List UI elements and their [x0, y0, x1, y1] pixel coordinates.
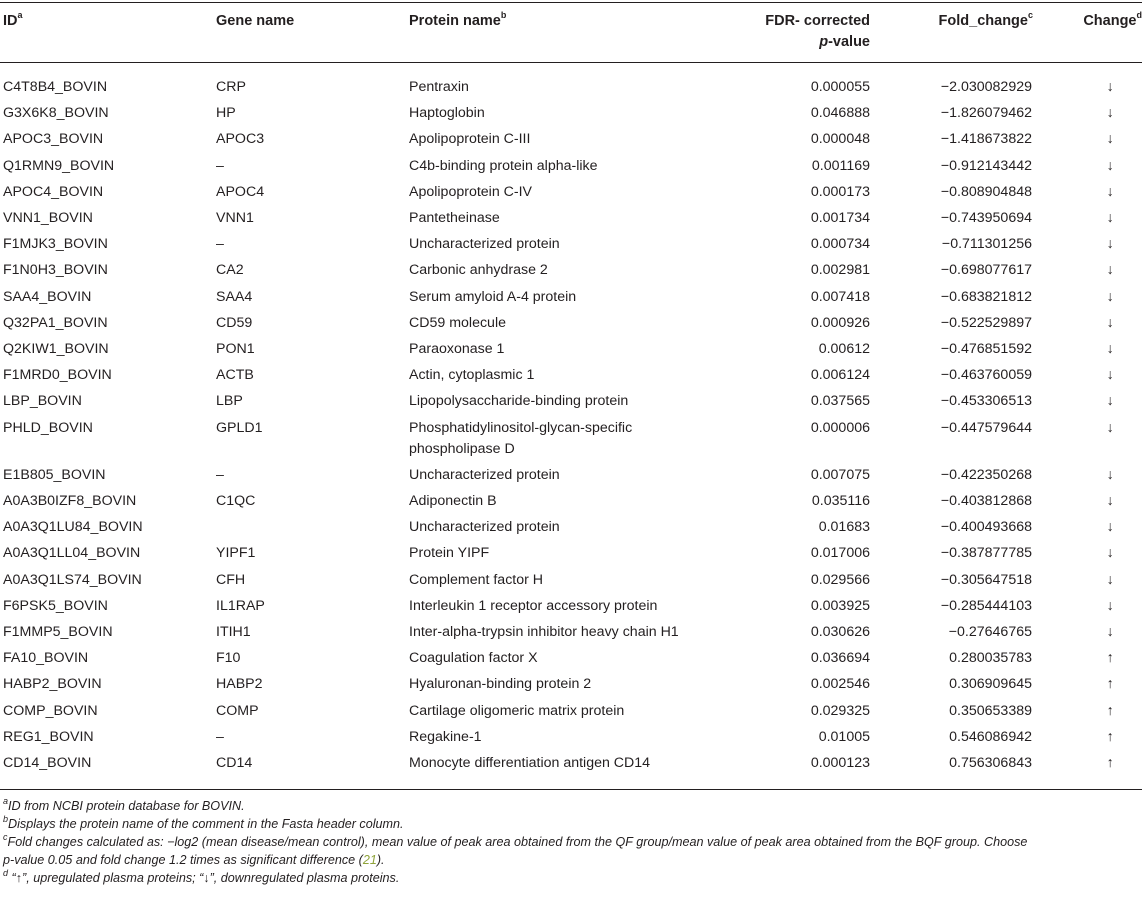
row-fold-change: −0.522529897 — [940, 315, 1032, 331]
row-fdr: 0.000173 — [810, 184, 870, 200]
row-fold-change: 0.306909645 — [949, 676, 1032, 692]
row-protein: Uncharacterized protein — [409, 519, 560, 535]
row-gene: CRP — [216, 79, 246, 95]
row-fold-change: −2.030082929 — [940, 79, 1032, 95]
row-gene: CA2 — [216, 262, 244, 278]
row-protein: Actin, cytoplasmic 1 — [409, 367, 535, 383]
row-change-arrow: ↑ — [1106, 703, 1114, 719]
row-protein: Interleukin 1 receptor accessory protein — [409, 598, 658, 614]
row-change-arrow: ↓ — [1106, 341, 1114, 357]
row-id: Q2KIW1_BOVIN — [3, 341, 109, 357]
row-id: Q1RMN9_BOVIN — [3, 158, 115, 174]
row-fold-change: 0.546086942 — [949, 729, 1032, 745]
row-protein: Pantetheinase — [409, 210, 500, 226]
row-fold-change: −0.400493668 — [940, 519, 1032, 535]
row-gene: ITIH1 — [216, 624, 251, 640]
row-protein: Coagulation factor X — [409, 650, 538, 666]
row-gene: F10 — [216, 650, 241, 666]
row-change-arrow: ↓ — [1106, 158, 1114, 174]
row-gene: CD59 — [216, 315, 253, 331]
row-protein: Hyaluronan-binding protein 2 — [409, 676, 592, 692]
row-id: C4T8B4_BOVIN — [3, 79, 108, 95]
header-rule — [0, 62, 1142, 63]
row-fdr: 0.017006 — [810, 545, 870, 561]
row-id: F6PSK5_BOVIN — [3, 598, 108, 614]
row-change-arrow: ↓ — [1106, 467, 1114, 483]
row-fold-change: 0.756306843 — [949, 755, 1032, 771]
header-protein: Protein name$^b$ — [409, 10, 507, 29]
row-fold-change: −0.476851592 — [940, 341, 1032, 357]
row-id: APOC4_BOVIN — [3, 184, 104, 200]
row-gene: SAA4 — [216, 289, 253, 305]
row-id: VNN1_BOVIN — [3, 210, 93, 226]
header-fdr: FDR- corrected p-value — [765, 13, 870, 50]
row-change-arrow: ↓ — [1106, 624, 1114, 640]
row-protein: CD59 molecule — [409, 315, 506, 331]
row-fdr: 0.000055 — [810, 79, 870, 95]
row-gene: GPLD1 — [216, 420, 263, 436]
row-fdr: 0.002981 — [810, 262, 870, 278]
row-id: LBP_BOVIN — [3, 393, 82, 409]
row-id: FA10_BOVIN — [3, 650, 89, 666]
row-id: COMP_BOVIN — [3, 703, 98, 719]
row-protein: Apolipoprotein C-III — [409, 131, 531, 147]
row-id: A0A3Q1LL04_BOVIN — [3, 545, 141, 561]
row-fold-change: −1.826079462 — [940, 105, 1032, 121]
row-fdr: 0.01683 — [818, 519, 870, 535]
row-gene: APOC3 — [216, 131, 265, 147]
bottom-rule — [0, 789, 1142, 790]
row-gene: YIPF1 — [216, 545, 256, 561]
row-gene: – — [216, 158, 224, 174]
row-id: APOC3_BOVIN — [3, 131, 104, 147]
row-id: G3X6K8_BOVIN — [3, 105, 109, 121]
header-fold-change: Fold_change$^c$ — [938, 10, 1033, 29]
row-id: A0A3Q1LS74_BOVIN — [3, 572, 142, 588]
row-protein: Adiponectin B — [409, 493, 497, 509]
row-change-arrow: ↑ — [1106, 650, 1114, 666]
row-change-arrow: ↓ — [1106, 105, 1114, 121]
row-fold-change: −0.305647518 — [940, 572, 1032, 588]
row-change-arrow: ↑ — [1106, 676, 1114, 692]
row-fdr: 0.006124 — [810, 367, 870, 383]
row-gene: APOC4 — [216, 184, 265, 200]
row-protein: Inter-alpha-trypsin inhibitor heavy chain H1 — [409, 624, 679, 640]
row-protein: Lipopolysaccharide-binding protein — [409, 393, 629, 409]
row-gene: – — [216, 729, 224, 745]
row-fdr: 0.037565 — [810, 393, 870, 409]
row-fold-change: 0.350653389 — [949, 703, 1032, 719]
header-gene: Gene name — [216, 13, 295, 29]
row-id: E1B805_BOVIN — [3, 467, 106, 483]
row-gene: ACTB — [216, 367, 254, 383]
row-protein: Uncharacterized protein — [409, 236, 560, 252]
row-fold-change: −0.711301256 — [941, 236, 1032, 252]
row-protein: Paraoxonase 1 — [409, 341, 505, 357]
row-change-arrow: ↓ — [1106, 420, 1114, 436]
top-rule — [0, 2, 1142, 3]
row-change-arrow: ↓ — [1106, 493, 1114, 509]
footnotes — [3, 797, 1141, 887]
row-change-arrow: ↓ — [1106, 210, 1114, 226]
row-fdr: 0.00612 — [818, 341, 870, 357]
row-fdr: 0.001734 — [810, 210, 870, 226]
row-change-arrow: ↓ — [1106, 79, 1114, 95]
row-fold-change: −0.422350268 — [940, 467, 1032, 483]
row-protein: C4b-binding protein alpha-like — [409, 158, 598, 174]
row-change-arrow: ↓ — [1106, 367, 1114, 383]
row-fdr: 0.007418 — [810, 289, 870, 305]
row-fdr: 0.002546 — [810, 676, 870, 692]
row-protein: Monocyte differentiation antigen CD14 — [409, 755, 651, 771]
footnote-b: $^b$Displays the protein name of the comment in the Fasta header column. — [3, 813, 404, 831]
row-gene: C1QC — [216, 493, 256, 509]
row-fdr: 0.000006 — [810, 420, 870, 436]
row-fdr: 0.030626 — [810, 624, 870, 640]
row-fdr: 0.007075 — [810, 467, 870, 483]
row-change-arrow: ↓ — [1106, 519, 1114, 535]
row-change-arrow: ↓ — [1106, 262, 1114, 278]
row-gene: HP — [216, 105, 236, 121]
row-fold-change: −0.912143442 — [940, 158, 1032, 174]
row-change-arrow: ↓ — [1106, 545, 1114, 561]
row-protein: Carbonic anhydrase 2 — [409, 262, 548, 278]
footnote-a: $^a$ID from NCBI protein database for BOVIN. — [3, 795, 245, 813]
row-change-arrow: ↓ — [1106, 315, 1114, 331]
reference-link[interactable]: 21 — [362, 853, 377, 867]
row-fold-change: −0.683821812 — [940, 289, 1032, 305]
row-gene: VNN1 — [216, 210, 254, 226]
row-fold-change: 0.280035783 — [949, 650, 1032, 666]
row-id: A0A3Q1LU84_BOVIN — [3, 519, 143, 535]
row-id: Q32PA1_BOVIN — [3, 315, 108, 331]
row-change-arrow: ↑ — [1106, 755, 1114, 771]
row-fdr: 0.029325 — [810, 703, 870, 719]
row-fdr: 0.000734 — [810, 236, 870, 252]
row-protein: Uncharacterized protein — [409, 467, 560, 483]
header-change: Change$^d$ — [1083, 10, 1142, 29]
row-gene: PON1 — [216, 341, 255, 357]
row-protein: Cartilage oligomeric matrix protein — [409, 703, 625, 719]
row-id: F1MJK3_BOVIN — [3, 236, 108, 252]
row-id: CD14_BOVIN — [3, 755, 92, 771]
row-fold-change: −0.403812868 — [940, 493, 1032, 509]
row-protein: Complement factor H — [409, 572, 544, 588]
row-id: HABP2_BOVIN — [3, 676, 102, 692]
row-id: F1MRD0_BOVIN — [3, 367, 112, 383]
row-fdr: 0.029566 — [810, 572, 870, 588]
row-id: F1MMP5_BOVIN — [3, 624, 113, 640]
row-protein: Phosphatidylinositol-glycan-specific phospholipase D — [409, 420, 633, 457]
row-id: SAA4_BOVIN — [3, 289, 92, 305]
header-id: $ID^a$ — [3, 10, 23, 29]
row-protein: Haptoglobin — [409, 105, 485, 121]
row-protein: Pentraxin — [409, 79, 469, 95]
row-change-arrow: ↓ — [1106, 289, 1114, 305]
row-change-arrow: ↓ — [1106, 598, 1114, 614]
row-protein: Apolipoprotein C-IV — [409, 184, 533, 200]
footnote-c: $^c$Fold changes calculated as: −log2 (mean disease/mean control), mean value of peak area obtained from the QF group/mean value of peak area obtained from the BQF group. Choose p-value 0.05 and fold change 1.2 times as significant difference (21). — [3, 831, 1028, 867]
row-fdr: 0.046888 — [810, 105, 870, 121]
row-id: PHLD_BOVIN — [3, 420, 93, 436]
row-change-arrow: ↓ — [1106, 393, 1114, 409]
row-fdr: 0.003925 — [810, 598, 870, 614]
row-fold-change: −0.743950694 — [940, 210, 1032, 226]
row-fold-change: −0.387877785 — [940, 545, 1032, 561]
row-fdr: 0.000048 — [810, 131, 870, 147]
row-gene: CD14 — [216, 755, 253, 771]
row-fold-change: −1.418673822 — [940, 131, 1032, 147]
row-fdr: 0.000123 — [810, 755, 870, 771]
row-gene: – — [216, 467, 224, 483]
row-fold-change: −0.285444103 — [940, 598, 1032, 614]
row-fold-change: −0.808904848 — [940, 184, 1032, 200]
row-gene: CFH — [216, 572, 246, 588]
footnote-d: $^d$ “↑”, upregulated plasma proteins; “↓”, downregulated plasma proteins. — [3, 867, 400, 885]
row-fold-change: −0.447579644 — [940, 420, 1032, 436]
row-id: A0A3B0IZF8_BOVIN — [3, 493, 137, 509]
row-fold-change: −0.463760059 — [940, 367, 1032, 383]
row-id: F1N0H3_BOVIN — [3, 262, 108, 278]
row-fold-change: −0.453306513 — [940, 393, 1032, 409]
row-gene: LBP — [216, 393, 243, 409]
row-fdr: 0.001169 — [811, 158, 870, 174]
row-fold-change: −0.27646765 — [948, 624, 1032, 640]
row-change-arrow: ↓ — [1106, 131, 1114, 147]
row-change-arrow: ↓ — [1106, 572, 1114, 588]
row-fdr: 0.01005 — [818, 729, 870, 745]
row-protein: Serum amyloid A-4 protein — [409, 289, 577, 305]
row-change-arrow: ↓ — [1106, 184, 1114, 200]
row-gene: IL1RAP — [216, 598, 265, 614]
row-gene: COMP — [216, 703, 259, 719]
row-gene: – — [216, 236, 224, 252]
row-change-arrow: ↓ — [1106, 236, 1114, 252]
row-protein: Regakine-1 — [409, 729, 482, 745]
row-fold-change: −0.698077617 — [940, 262, 1032, 278]
row-id: REG1_BOVIN — [3, 729, 94, 745]
row-gene: HABP2 — [216, 676, 263, 692]
row-protein: Protein YIPF — [409, 545, 490, 561]
row-fdr: 0.035116 — [811, 493, 870, 509]
row-fdr: 0.000926 — [810, 315, 870, 331]
row-change-arrow: ↑ — [1106, 729, 1114, 745]
row-fdr: 0.036694 — [810, 650, 870, 666]
